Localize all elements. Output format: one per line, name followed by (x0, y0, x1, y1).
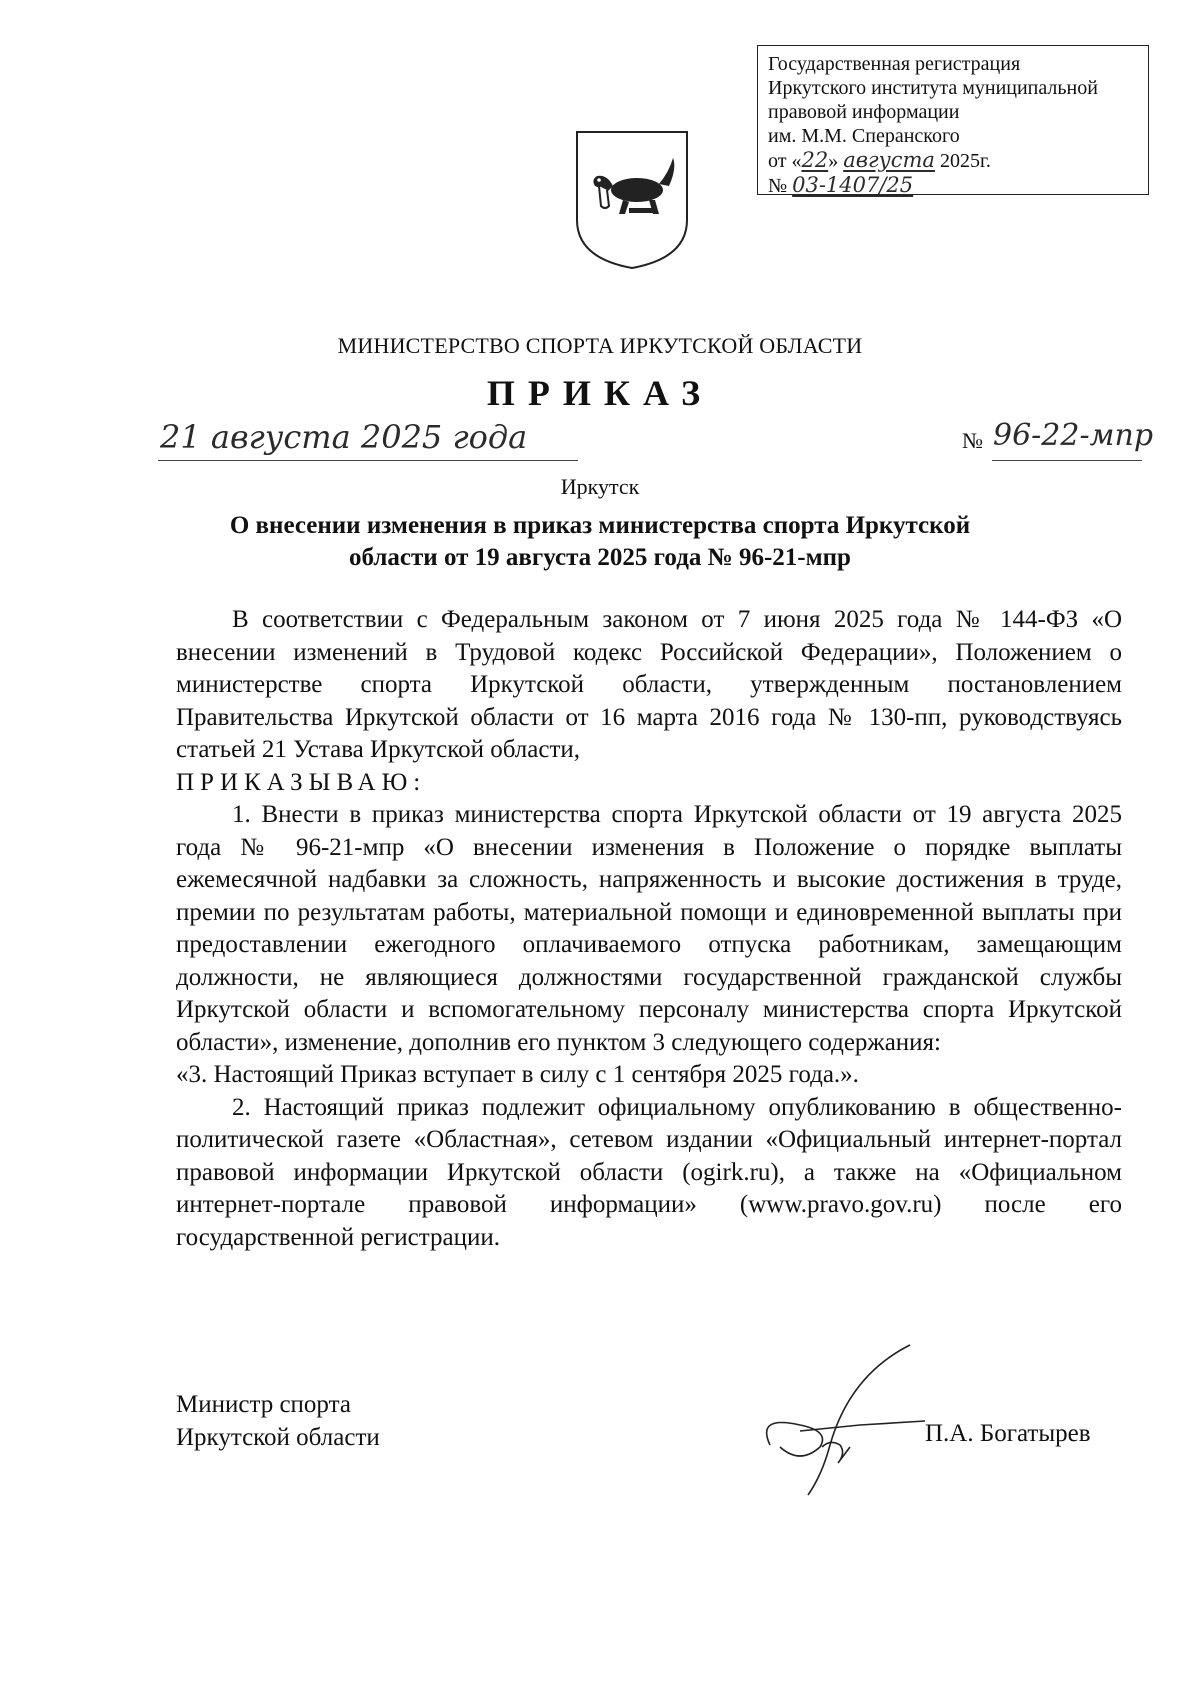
order-item-1-quote: «3. Настоящий Приказ вступает в силу с 1 сентября 2025 года.». (176, 1061, 859, 1088)
signatory-position (176, 1388, 380, 1454)
registration-stamp (757, 45, 1149, 195)
ministry-name: МИНИСТЕРСТВО СПОРТА ИРКУТСКОЙ ОБЛАСТИ (337, 333, 863, 358)
date-underline (158, 460, 578, 461)
document-title: ПРИКАЗ (486, 373, 714, 413)
order-body (176, 604, 1122, 1254)
stamp-number-value: 03-1407/25 (792, 173, 914, 197)
order-number-label: № (962, 428, 983, 453)
order-subject (180, 510, 1020, 574)
stamp-number (768, 173, 1138, 198)
number-underline (992, 460, 1142, 461)
subject-line-1: О внесении изменения в приказ министерства спорта Иркутской (229, 512, 971, 539)
stamp-line-2: Иркутского института муниципальной (768, 77, 1098, 99)
stamp-date-day: 22 (801, 148, 829, 172)
stamp-line-3: правовой информации (768, 101, 960, 123)
stamp-date (768, 148, 1138, 173)
stamp-date-month: августа (843, 148, 935, 172)
order-item-1: 1. Внести в приказ министерства спорта Иркутской области от 19 августа 2025 года № 96-21-мпр «О внесении изменения в Положение о порядке выплаты ежемесячной надбавки за сложность, напряженность и высокие достижения в труде, премии по результатам работы, материальной помощи и единовременной выплаты при предоставлении ежегодного оплачиваемого отпуска работникам, замещающим должности, не являющиеся должностями государственной гражданской службы Иркутской области и вспомогательному персоналу министерства спорта Иркутской области», изменение, дополнив его пунктом 3 следующего содержания: (176, 801, 1122, 1056)
signatory-name: П.А. Богатырев (925, 1420, 1091, 1447)
stamp-date-prefix: от « (768, 150, 802, 172)
position-line-1: Министр спорта (176, 1391, 351, 1418)
order-word: ПРИКАЗЫВАЮ: (176, 768, 427, 796)
stamp-number-prefix: № (768, 175, 793, 197)
subject-line-2: области от 19 августа 2025 года № 96-21-мпр (349, 544, 851, 571)
stamp-date-suffix: г. (979, 150, 991, 172)
coat-of-arms-icon (573, 128, 691, 272)
handwritten-signature (760, 1335, 940, 1505)
stamp-date-mid: » (828, 150, 844, 172)
handwritten-date: 21 августа 2025 года (160, 418, 528, 456)
stamp-line-1: Государственная регистрация (768, 53, 1021, 75)
order-item-2: 2. Настоящий приказ подлежит официальному опубликованию в общественно-политической газете «Областная», сетевом издании «Официальный интернет-портал правовой информации Иркутской области (ogirk.ru), а также на «Официальном интернет-портале правовой информации» (www.pravo.gov.ru) после его государственной регистрации. (176, 1093, 1122, 1251)
handwritten-order-number: 96-22-мпр (993, 418, 1154, 453)
city: Иркутск (560, 474, 640, 499)
stamp-line-4: им. М.М. Сперанского (768, 125, 960, 147)
position-line-2: Иркутской области (176, 1424, 380, 1451)
stamp-date-year: 2025 (934, 150, 980, 172)
preamble-paragraph: В соответствии с Федеральным законом от 7 июня 2025 года № 144-ФЗ «О внесении изменений в Трудовой кодекс Российской Федерации», Положением о министерстве спорта Иркутской области, утвержденным постановлением Правительства Иркутской области от 16 марта 2016 года № 130-пп, руководствуясь статьей 21 Устава Иркутской области, (176, 606, 1122, 763)
